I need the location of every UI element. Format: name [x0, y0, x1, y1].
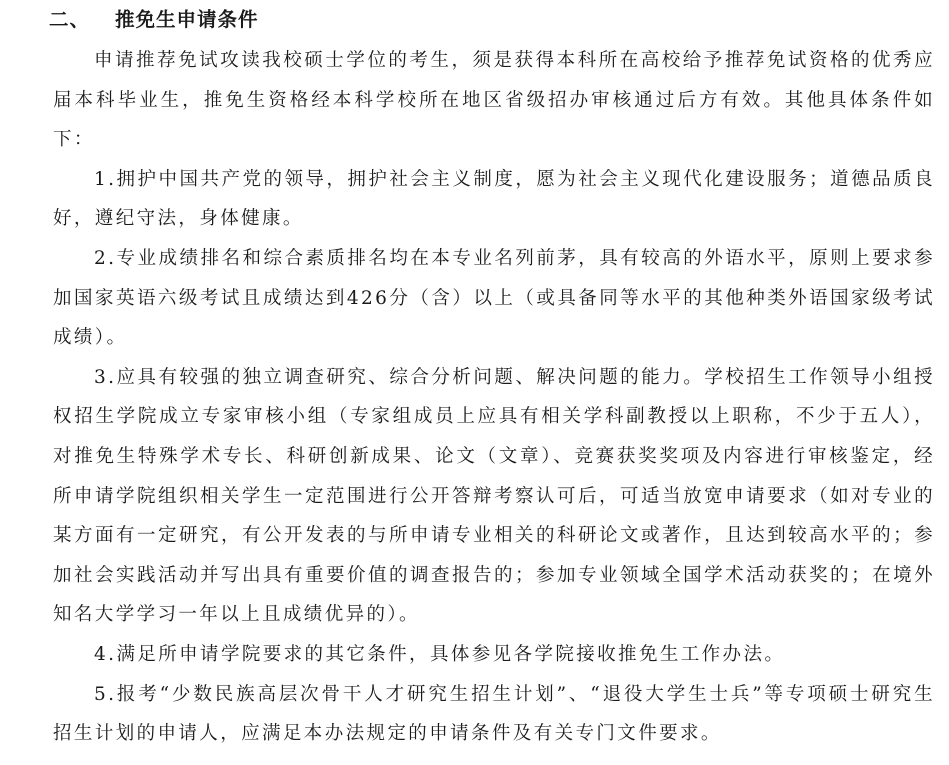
- section-number: 二、: [49, 8, 91, 31]
- condition-item-1: 1.拥护中国共产党的领导，拥护社会主义制度，愿为社会主义现代化建设服务；道德品质良好，遵纪守法，身体健康。: [53, 168, 935, 230]
- condition-item-3: 3.应具有较强的独立调查研究、综合分析问题、解决问题的能力。学校招生工作领导小组授权招生学院成立专家审核小组（专家组成员上应具有相关学科副教授以上职称，不少于五人），对推免生特殊学术专长、科研创新成果、论文（文章）、竞赛获奖奖项及内容进行审核鉴定，经所申请学院组织相关学生一定范围进行公开答辩考察认可后，可适当放宽申请要求（如对专业的某方面有一定研究，有公开发表的与所申请专业相关的科研论文或著作，且达到较高水平的；参加社会实践活动并写出具有重要价值的调查报告的；参加专业领域全国学术活动获奖的；在境外知名大学学习一年以上且成绩优异的）。: [53, 366, 935, 626]
- section-body: [53, 41, 935, 754]
- section-heading: [49, 4, 259, 36]
- section-title: 推免生申请条件: [115, 8, 259, 31]
- intro-paragraph: 申请推荐免试攻读我校硕士学位的考生，须是获得本科所在高校给予推荐免试资格的优秀应届本科毕业生，推免生资格经本科学校所在地区省级招办审核通过后方有效。其他具体条件如下：: [53, 50, 935, 151]
- condition-item-2: 2.专业成绩排名和综合素质排名均在本专业名列前茅，具有较高的外语水平，原则上要求参加国家英语六级考试且成绩达到426分（含）以上（或具备同等水平的其他种类外语国家级考试成绩）。: [53, 247, 935, 349]
- condition-item-5: 5.报考“少数民族高层次骨干人才研究生招生计划”、“退役大学生士兵”等专项硕士研究生招生计划的申请人，应满足本办法规定的申请条件及有关专门文件要求。: [53, 683, 935, 745]
- condition-item-4: 4.满足所申请学院要求的其它条件，具体参见各学院接收推免生工作办法。: [94, 643, 786, 665]
